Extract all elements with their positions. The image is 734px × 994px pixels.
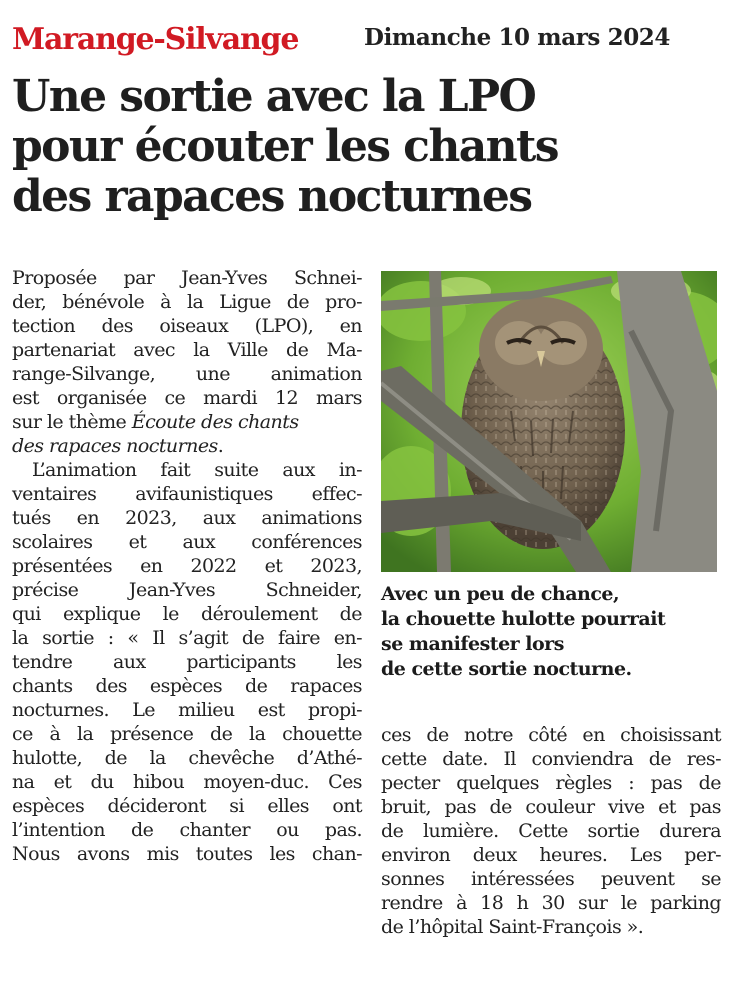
headline-line: Une sortie avec la LPO <box>12 71 536 122</box>
body-text: sur le thème <box>12 411 132 433</box>
body-text: . <box>217 435 224 457</box>
caption-line: de cette sortie nocturne. <box>381 658 632 680</box>
body-line: précise Jean-Yves Schneider, <box>12 579 362 601</box>
caption-line: se manifester lors <box>381 633 564 655</box>
body-line: der, bénévole à la Ligue de pro- <box>12 291 362 313</box>
tawny-owl-image <box>381 271 717 572</box>
body-line: la sortie : « Il s’agit de faire en- <box>12 627 362 649</box>
body-line: L’animation fait suite aux in- <box>32 459 362 481</box>
body-line: ces de notre côté en choisissant <box>381 724 721 746</box>
owl-photo <box>381 271 717 572</box>
body-line: ce à la présence de la chouette <box>12 723 362 745</box>
body-line: scolaires et aux conférences <box>12 531 362 553</box>
body-line: sonnes intéressées peuvent se <box>381 868 721 890</box>
body-line: bruit, pas de couleur vive et pas <box>381 796 721 818</box>
body-line: cette date. Il conviendra de res- <box>381 748 721 770</box>
body-line: tendre aux participants les <box>12 651 362 673</box>
locality-name: Marange-Silvange <box>12 22 299 57</box>
body-line: de lumière. Cette sortie durera <box>381 820 721 842</box>
body-line: de l’hôpital Saint-François ». <box>381 916 644 938</box>
theme-title-italic: Écoute des chants <box>131 411 299 433</box>
theme-title-italic: des rapaces nocturnes <box>12 435 218 457</box>
body-line: présentées en 2022 et 2023, <box>12 555 362 577</box>
body-line: l’intention de chanter ou pas. <box>12 819 362 841</box>
page-header <box>12 20 722 64</box>
body-line: tués en 2023, aux animations <box>12 507 362 529</box>
caption-line: la chouette hulotte pourrait <box>381 608 666 630</box>
body-line <box>12 410 362 434</box>
photo-caption <box>381 582 721 682</box>
article-column-right <box>381 723 721 939</box>
body-line: hulotte, de la chevêche d’Athé- <box>12 747 362 769</box>
article-column-left <box>12 266 362 866</box>
body-line: Nous avons mis toutes les chan- <box>12 843 362 865</box>
body-line: Proposée par Jean-Yves Schnei- <box>12 267 362 289</box>
caption-line: Avec un peu de chance, <box>381 583 620 605</box>
body-line: rendre à 18 h 30 sur le parking <box>381 892 721 914</box>
body-line: environ deux heures. Les per- <box>381 844 721 866</box>
body-line: ventaires avifaunistiques effec- <box>12 483 362 505</box>
body-line: range-Silvange, une animation <box>12 363 362 385</box>
publication-date: Dimanche 10 mars 2024 <box>364 24 670 51</box>
body-line <box>12 434 362 458</box>
body-line: tection des oiseaux (LPO), en <box>12 315 362 337</box>
body-line: nocturnes. Le milieu est propi- <box>12 699 362 721</box>
headline-line: pour écouter les chants <box>12 121 558 172</box>
body-line: chants des espèces de rapaces <box>12 675 362 697</box>
headline-line: des rapaces nocturnes <box>12 171 532 222</box>
body-line: pecter quelques règles : pas de <box>381 772 721 794</box>
body-line: est organisée ce mardi 12 mars <box>12 387 362 409</box>
body-line: espèces décideront si elles ont <box>12 795 362 817</box>
body-line: na et du hibou moyen-duc. Ces <box>12 771 362 793</box>
article-headline <box>12 72 712 222</box>
body-line: qui explique le déroulement de <box>12 603 362 625</box>
body-line: partenariat avec la Ville de Ma- <box>12 339 362 361</box>
